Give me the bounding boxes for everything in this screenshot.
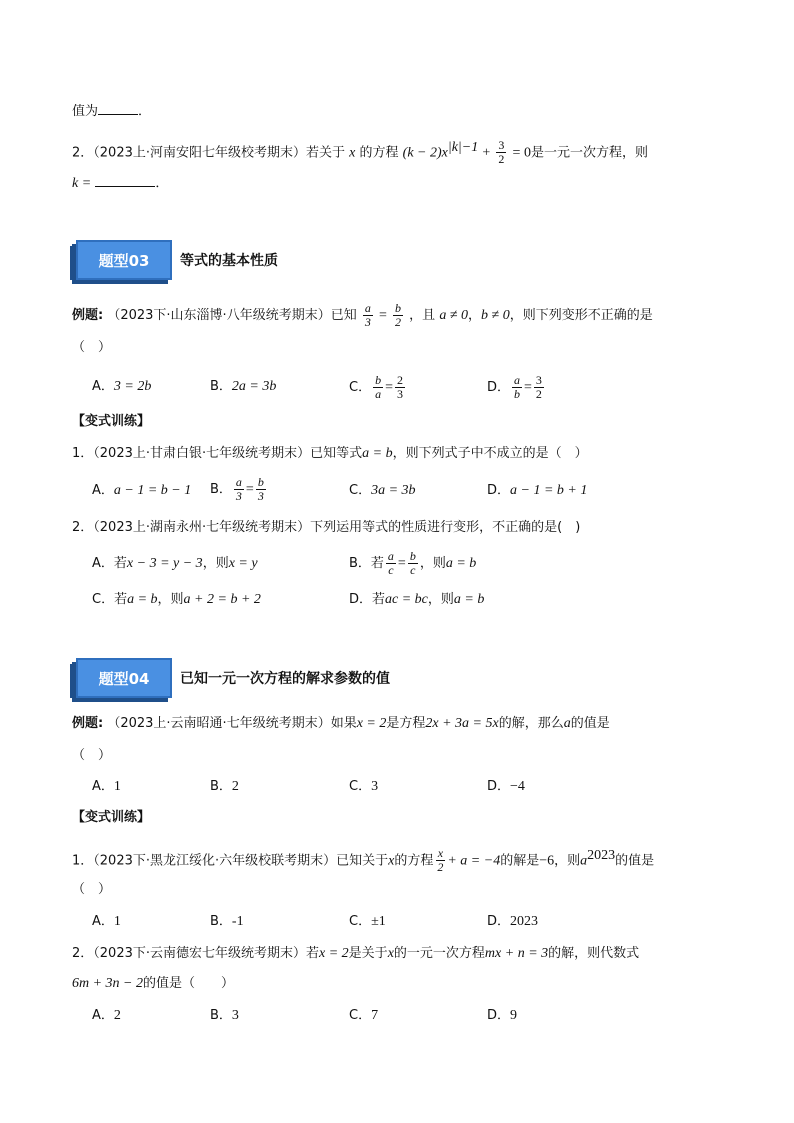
condition: b ≠ 0 bbox=[481, 308, 510, 323]
answer-blank bbox=[95, 174, 155, 187]
option-b[interactable] bbox=[210, 912, 244, 932]
variant-2-line-cont bbox=[72, 974, 234, 994]
q2-mid: 的方程 bbox=[359, 145, 399, 161]
option-c[interactable] bbox=[92, 590, 261, 610]
option-value: 3a = 3b bbox=[371, 483, 416, 498]
option-d[interactable] bbox=[349, 590, 484, 610]
frac-num: 3 bbox=[535, 373, 542, 387]
option-label: B． bbox=[210, 914, 232, 929]
fraction bbox=[435, 847, 445, 874]
variant-var: x bbox=[388, 853, 395, 869]
example-label: 例题: bbox=[72, 716, 104, 731]
variant-text: ，则 bbox=[554, 853, 581, 869]
option-label: C． bbox=[349, 1008, 372, 1023]
frac-num: 3 bbox=[498, 138, 505, 153]
variant-text: 是关于 bbox=[348, 946, 388, 961]
option-value: 2023 bbox=[510, 914, 539, 929]
section-badge: 题型03 bbox=[76, 240, 172, 280]
q2-eq: = 0 bbox=[512, 145, 531, 161]
condition: a ≠ 0 bbox=[439, 308, 469, 323]
variant-var: x bbox=[387, 946, 394, 961]
frac-num: 2 bbox=[396, 373, 403, 387]
option-d[interactable] bbox=[487, 1006, 517, 1026]
option-c[interactable] bbox=[349, 912, 386, 932]
frac-den: a bbox=[375, 387, 382, 401]
variant-text: 的方程 bbox=[394, 853, 434, 869]
eq-sign: = bbox=[385, 380, 393, 395]
option-d[interactable] bbox=[487, 481, 587, 501]
k-label: k = bbox=[72, 176, 92, 191]
option-a[interactable] bbox=[92, 777, 121, 797]
solution-value: −6 bbox=[539, 853, 555, 869]
q2-plus: + bbox=[482, 145, 491, 161]
fraction bbox=[393, 302, 403, 329]
option-b[interactable] bbox=[210, 1006, 239, 1026]
option-label: C． bbox=[349, 483, 372, 498]
frac-den: 2 bbox=[395, 315, 402, 329]
option-c[interactable] bbox=[349, 374, 407, 401]
option-value: 7 bbox=[371, 1008, 379, 1023]
then-text: ，则 bbox=[202, 556, 229, 571]
answer-paren: （ ） bbox=[72, 748, 112, 763]
option-value: 1 bbox=[113, 914, 121, 929]
variant-text: 的值是（ ） bbox=[143, 976, 235, 991]
frac-num: b bbox=[395, 301, 402, 315]
option-label: C． bbox=[349, 914, 372, 929]
question-2-line bbox=[72, 138, 648, 166]
option-label: D． bbox=[487, 380, 511, 395]
section-title: 已知一元一次方程的解求参数的值 bbox=[180, 671, 390, 687]
q2-var: x bbox=[349, 145, 356, 161]
frac-den: 2 bbox=[437, 860, 444, 875]
option-label: A． bbox=[92, 914, 114, 929]
option-b[interactable] bbox=[210, 777, 239, 797]
q2-expr: (k − 2)x bbox=[402, 145, 448, 161]
option-expr: a = b bbox=[127, 592, 158, 607]
option-value: 2a = 3b bbox=[231, 379, 277, 394]
option-label: C． bbox=[349, 380, 372, 395]
option-result: a = b bbox=[445, 556, 477, 571]
option-c[interactable] bbox=[349, 481, 416, 501]
variant-text: ，则下列式子中不成立的是（ ） bbox=[392, 446, 588, 461]
variant-1-line bbox=[72, 846, 654, 874]
example-line bbox=[72, 302, 653, 329]
frac-den: 2 bbox=[535, 387, 542, 401]
frac-num: b bbox=[409, 549, 416, 563]
variant-expr: + a = −4 bbox=[447, 853, 501, 869]
option-a[interactable] bbox=[92, 481, 191, 501]
variant-training-label: 【变式训练】 bbox=[72, 414, 151, 429]
option-value: 2 bbox=[231, 779, 239, 794]
fraction bbox=[395, 374, 405, 401]
value-is-text: 值为 bbox=[72, 104, 99, 119]
frac-num: a bbox=[235, 475, 242, 489]
example-text: ，则下列变形不正确的是 bbox=[509, 308, 653, 323]
option-value: 3 = 2b bbox=[113, 379, 152, 394]
option-label: B． bbox=[210, 1008, 232, 1023]
fraction bbox=[386, 550, 396, 577]
frac-num: a bbox=[387, 549, 394, 563]
variant-var: a bbox=[580, 853, 588, 869]
option-label: A． bbox=[92, 779, 114, 794]
frac-num: a bbox=[514, 373, 521, 387]
q2-exponent: |k|−1 bbox=[447, 140, 479, 155]
fraction bbox=[234, 476, 244, 503]
option-d[interactable] bbox=[487, 777, 525, 797]
option-value: -1 bbox=[231, 914, 244, 929]
variant-text: 的解是 bbox=[500, 853, 540, 869]
option-label: C． bbox=[349, 779, 372, 794]
option-label: B． bbox=[210, 482, 232, 497]
option-expr: x − 3 = y − 3 bbox=[126, 556, 203, 571]
frac-den: 2 bbox=[498, 152, 505, 167]
question-fragment-line bbox=[72, 102, 151, 122]
fraction bbox=[408, 550, 418, 577]
variant-text: 的一元一次方程 bbox=[393, 946, 485, 961]
option-value: 2 bbox=[113, 1008, 121, 1023]
option-c[interactable] bbox=[349, 777, 378, 797]
frac-den: 3 bbox=[396, 387, 403, 401]
variant-expr: a = b bbox=[362, 446, 393, 461]
option-expr: ac = bc bbox=[385, 592, 428, 607]
option-b[interactable] bbox=[210, 476, 268, 503]
option-label: A． bbox=[92, 379, 114, 394]
frac-den: 3 bbox=[257, 489, 264, 503]
option-label: B． bbox=[210, 779, 232, 794]
option-label: B． bbox=[210, 379, 232, 394]
option-value: 1 bbox=[113, 779, 121, 794]
fraction bbox=[373, 374, 383, 401]
fraction bbox=[534, 374, 544, 401]
option-c[interactable] bbox=[349, 1006, 378, 1026]
frac-den: c bbox=[410, 563, 416, 577]
q2-prefix: 2．（2023上·河南安阳七年级校考期末）若关于 bbox=[72, 145, 345, 161]
example-text: 是方程 bbox=[386, 716, 426, 731]
option-value: 9 bbox=[510, 1008, 518, 1023]
option-value: 3 bbox=[231, 1008, 239, 1023]
option-label: D． bbox=[487, 1008, 511, 1023]
option-value: a − 1 = b − 1 bbox=[113, 483, 192, 498]
option-label: A． bbox=[92, 1008, 114, 1023]
answer-blank bbox=[98, 102, 138, 115]
option-b[interactable] bbox=[349, 550, 476, 577]
example-equation: 2x + 3a = 5x bbox=[425, 716, 499, 731]
frac-den: b bbox=[514, 387, 521, 401]
option-label: D． bbox=[487, 914, 511, 929]
variant-text: 1．（2023上·甘肃白银·七年级统考期末）已知等式 bbox=[72, 446, 363, 461]
then-text: ，则 bbox=[427, 592, 454, 607]
option-result: x = y bbox=[228, 556, 258, 571]
example-text: ，且 bbox=[409, 308, 436, 323]
example-line bbox=[72, 714, 610, 734]
option-a[interactable] bbox=[92, 554, 258, 574]
badge-accent bbox=[70, 246, 74, 280]
variant-1-line bbox=[72, 444, 588, 464]
option-label: B．若 bbox=[349, 556, 384, 571]
option-d[interactable] bbox=[487, 374, 546, 401]
option-value: a − 1 = b + 1 bbox=[510, 483, 588, 498]
eq-sign: = bbox=[524, 380, 532, 395]
option-result: a = b bbox=[453, 592, 485, 607]
example-text: （2023上·云南昭通·七年级统考期末）如果 bbox=[107, 716, 357, 731]
variant-expr: x = 2 bbox=[319, 946, 349, 961]
option-label: A．若 bbox=[92, 556, 127, 571]
variant-text: 的值是 bbox=[615, 853, 655, 869]
option-value: ±1 bbox=[371, 914, 386, 929]
variant-2-line bbox=[72, 944, 639, 964]
frac-den: 3 bbox=[364, 315, 371, 329]
frac-num: b bbox=[257, 475, 264, 489]
example-label: 例题: bbox=[72, 308, 104, 323]
variant-2-line: 2．（2023上·湖南永州·七年级统考期末）下列运用等式的性质进行变形，不正确的是( ) bbox=[72, 520, 581, 535]
variant-text: 1．（2023下·黑龙江绥化·六年级校联考期末）已知关于 bbox=[72, 853, 389, 869]
fraction bbox=[512, 374, 522, 401]
question-2-answer-line bbox=[72, 174, 168, 194]
option-a[interactable] bbox=[92, 1006, 121, 1026]
period: ． bbox=[138, 104, 152, 119]
frac-num: a bbox=[364, 301, 371, 315]
fraction bbox=[256, 476, 266, 503]
option-label: D． bbox=[487, 483, 511, 498]
frac-num: b bbox=[375, 373, 382, 387]
comma: ， bbox=[468, 308, 482, 323]
variant-text: 2．（2023下·云南德宏七年级统考期末）若 bbox=[72, 946, 319, 961]
example-text: （2023下·山东淄博·八年级统考期末）已知 bbox=[107, 308, 357, 323]
option-a[interactable] bbox=[92, 912, 121, 932]
variant-text: 的解，则代数式 bbox=[548, 946, 640, 961]
frac-num: x bbox=[437, 846, 444, 861]
eq-sign: = bbox=[245, 482, 254, 497]
example-text: 的解，那么 bbox=[498, 716, 564, 731]
section-badge: 题型04 bbox=[76, 658, 172, 698]
option-d[interactable] bbox=[487, 912, 538, 932]
example-text: 的值是 bbox=[570, 716, 610, 731]
answer-paren: （ ） bbox=[72, 882, 112, 897]
exponent: 2023 bbox=[587, 848, 616, 863]
variant-expr: 6m + 3n − 2 bbox=[72, 976, 144, 991]
option-label: C．若 bbox=[92, 592, 128, 607]
frac-den: 3 bbox=[235, 489, 242, 503]
eq-sign: = bbox=[397, 556, 406, 571]
option-result: a + 2 = b + 2 bbox=[183, 592, 261, 607]
variant-training-label: 【变式训练】 bbox=[72, 810, 151, 825]
option-value: 3 bbox=[371, 779, 379, 794]
option-label: D．若 bbox=[349, 592, 386, 607]
eq-sign: = bbox=[378, 308, 387, 323]
then-text: ，则 bbox=[157, 592, 184, 607]
badge-accent bbox=[70, 664, 74, 698]
fraction bbox=[363, 302, 373, 329]
option-a[interactable] bbox=[92, 377, 151, 397]
section-title: 等式的基本性质 bbox=[180, 253, 278, 269]
option-b[interactable] bbox=[210, 377, 276, 397]
frac-den: c bbox=[388, 563, 394, 577]
option-label: D． bbox=[487, 779, 511, 794]
q2-suffix: 是一元一次方程，则 bbox=[530, 145, 648, 161]
example-expr: x = 2 bbox=[356, 716, 387, 731]
option-label: A． bbox=[92, 483, 114, 498]
answer-paren: （ ） bbox=[72, 340, 112, 355]
variant-equation: mx + n = 3 bbox=[484, 946, 549, 961]
q2-fraction bbox=[496, 139, 506, 166]
example-var: a bbox=[563, 716, 571, 731]
period: ． bbox=[155, 176, 169, 191]
then-text: ，则 bbox=[419, 556, 446, 571]
option-value: −4 bbox=[510, 779, 525, 794]
